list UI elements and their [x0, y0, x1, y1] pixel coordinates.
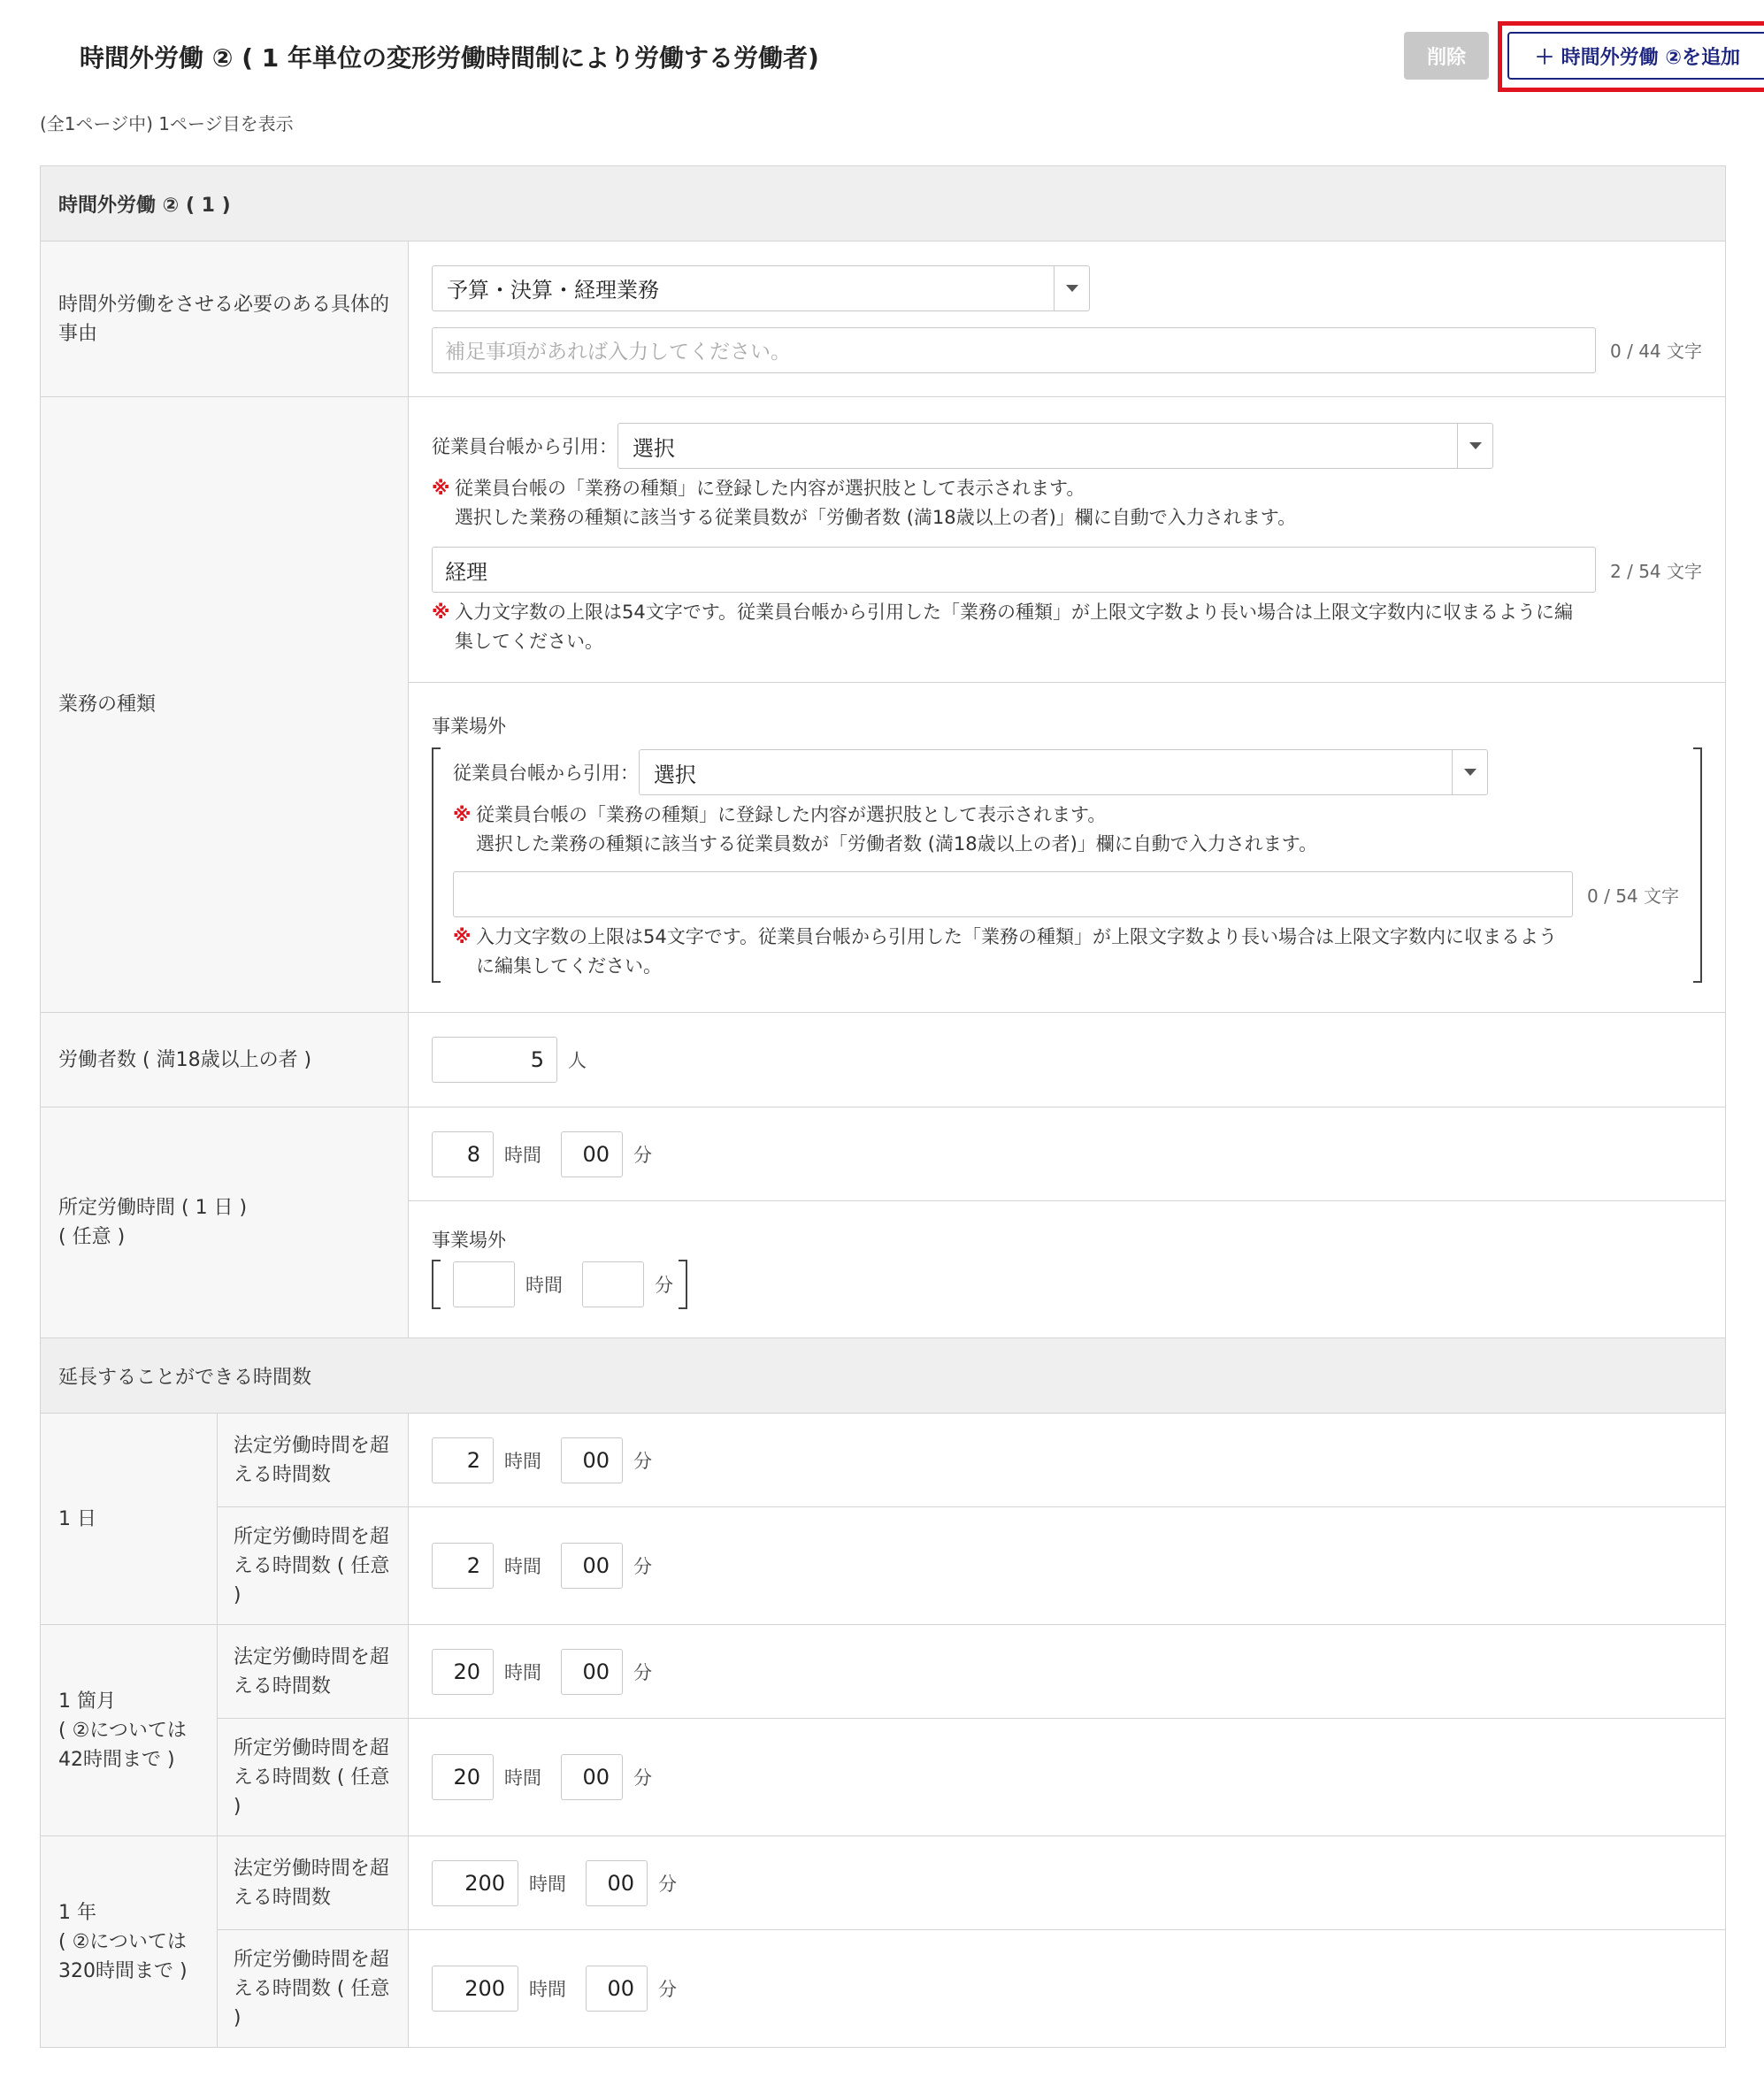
add-overtime-button[interactable]: ＋ 時間外労働 ②を追加: [1507, 32, 1764, 80]
day-prescribed-cell: 2 時間 00 分: [409, 1507, 1726, 1625]
workers-count-input[interactable]: 5: [432, 1037, 557, 1083]
month-label: 1 箇月 ( ②については 42時間まで ): [41, 1625, 218, 1836]
day-prescribed-label: 所定労働時間を超える時間数 ( 任意 ): [217, 1507, 408, 1625]
offsite-hours-bracket: 時間 分: [432, 1260, 687, 1309]
limit-note: ※ 入力文字数の上限は54文字です。従業員台帳から引用した「業務の種類」が上限文字数より長い場合は上限文字数内に収まるように編 集してください。: [432, 598, 1702, 656]
month-legal-cell: 20 時間 00 分: [409, 1625, 1726, 1719]
minutes-input[interactable]: 00: [561, 1131, 623, 1177]
reason-select-value: 予算・決算・経理業務: [447, 278, 660, 303]
month-legal-label: 法定労働時間を超える時間数: [217, 1625, 408, 1719]
year-prescribed-label: 所定労働時間を超える時間数 ( 任意 ): [217, 1930, 408, 2048]
job-type-label: 業務の種類: [41, 397, 409, 1013]
offsite-minutes-input[interactable]: [582, 1261, 644, 1307]
month-legal-minutes-input[interactable]: 00: [561, 1649, 623, 1695]
year-label: 1 年 ( ②については 320時間まで ): [41, 1836, 218, 2048]
offsite-cite-select-value: 選択: [654, 762, 697, 787]
prescribed-hours-cell: 8 時間 00 分: [409, 1107, 1726, 1201]
job-type-cell: [409, 397, 1726, 683]
job-type-input[interactable]: 経理: [432, 547, 1596, 593]
header: [40, 0, 1740, 106]
year-legal-hours-input[interactable]: 200: [432, 1860, 518, 1906]
day-prescribed-minutes-input[interactable]: 00: [561, 1543, 623, 1589]
cite-label: 従業員台帳から引用：: [432, 436, 618, 457]
overtime-table: [40, 165, 1726, 2048]
month-prescribed-minutes-input[interactable]: 00: [561, 1754, 623, 1800]
year-legal-minutes-input[interactable]: 00: [586, 1860, 648, 1906]
offsite-label: 事業場外: [432, 1230, 507, 1251]
workers-unit: 人: [568, 1050, 587, 1071]
note-mark: ※: [453, 804, 472, 825]
cite-note: ※ 従業員台帳の「業務の種類」に登録した内容が選択肢として表示されます。 選択した業務の種類に該当する従業員数が「労働者数 (満18歳以上の者)」欄に自動で入力されます。: [432, 474, 1702, 533]
note-mark: ※: [432, 602, 450, 623]
month-prescribed-cell: 20 時間 00 分: [409, 1719, 1726, 1836]
offsite-cite-select[interactable]: [639, 749, 1488, 795]
chevron-down-icon[interactable]: [1457, 424, 1492, 468]
job-type-offsite-cell: [409, 683, 1726, 1013]
workers-label: 労働者数 ( 満18歳以上の者 ): [41, 1013, 409, 1107]
job-char-counter: 2 / 54 文字: [1610, 560, 1702, 582]
month-prescribed-label: 所定労働時間を超える時間数 ( 任意 ): [217, 1719, 408, 1836]
year-legal-cell: 200 時間 00 分: [409, 1836, 1726, 1930]
highlight-frame: [1498, 21, 1764, 92]
month-legal-hours-input[interactable]: 20: [432, 1649, 494, 1695]
offsite-bracket: [432, 747, 1702, 983]
page-title: 時間外労働 ② ( 1 年単位の変形労働時間制により労働する労働者): [80, 43, 819, 73]
offsite-label: 事業場外: [432, 716, 507, 737]
extend-section-title: 延長することができる時間数: [41, 1338, 1726, 1414]
offsite-limit-note: ※ 入力文字数の上限は54文字です。従業員台帳から引用した「業務の種類」が上限文字数より長い場合は上限文字数内に収まるよう に編集してください。: [453, 923, 1681, 981]
year-prescribed-cell: 200 時間 00 分: [409, 1930, 1726, 2048]
page-indicator: (全1ページ中) 1ページ目を表示: [40, 113, 294, 134]
reason-supplement-input[interactable]: 補足事項があれば入力してください。: [432, 327, 1596, 373]
chevron-down-icon[interactable]: [1452, 750, 1487, 794]
reason-select[interactable]: [432, 265, 1090, 311]
reason-cell: [409, 241, 1726, 397]
job-cite-select[interactable]: [617, 423, 1493, 469]
workers-cell: [409, 1013, 1726, 1107]
year-prescribed-hours-input[interactable]: 200: [432, 1966, 518, 2012]
day-label: 1 日: [41, 1414, 218, 1625]
reason-label: 時間外労働をさせる必要のある具体的事由: [41, 241, 409, 397]
prescribed-hours-label: 所定労働時間 ( 1 日 ) ( 任意 ): [41, 1107, 409, 1338]
reason-char-counter: 0 / 44 文字: [1610, 341, 1702, 362]
day-legal-cell: 2 時間 00 分: [409, 1414, 1726, 1507]
day-legal-minutes-input[interactable]: 00: [561, 1437, 623, 1483]
offsite-hours-input[interactable]: [453, 1261, 515, 1307]
section-title: 時間外労働 ② ( 1 ): [41, 166, 1726, 241]
day-prescribed-hours-input[interactable]: 2: [432, 1543, 494, 1589]
note-mark: ※: [453, 926, 472, 947]
offsite-cite-note: ※ 従業員台帳の「業務の種類」に登録した内容が選択肢として表示されます。 選択した業務の種類に該当する従業員数が「労働者数 (満18歳以上の者)」欄に自動で入力されます。: [453, 801, 1681, 859]
job-cite-select-value: 選択: [633, 435, 676, 461]
offsite-char-counter: 0 / 54 文字: [1587, 885, 1679, 907]
hours-input[interactable]: 8: [432, 1131, 494, 1177]
cite-label: 従業員台帳から引用：: [453, 763, 640, 784]
day-legal-label: 法定労働時間を超える時間数: [217, 1414, 408, 1507]
year-prescribed-minutes-input[interactable]: 00: [586, 1966, 648, 2012]
year-legal-label: 法定労働時間を超える時間数: [217, 1836, 408, 1930]
note-mark: ※: [432, 478, 450, 499]
day-legal-hours-input[interactable]: 2: [432, 1437, 494, 1483]
month-prescribed-hours-input[interactable]: 20: [432, 1754, 494, 1800]
offsite-job-type-input[interactable]: [453, 871, 1573, 917]
delete-button[interactable]: 削除: [1404, 32, 1489, 80]
chevron-down-icon[interactable]: [1054, 266, 1089, 310]
prescribed-hours-offsite-cell: [409, 1201, 1726, 1338]
